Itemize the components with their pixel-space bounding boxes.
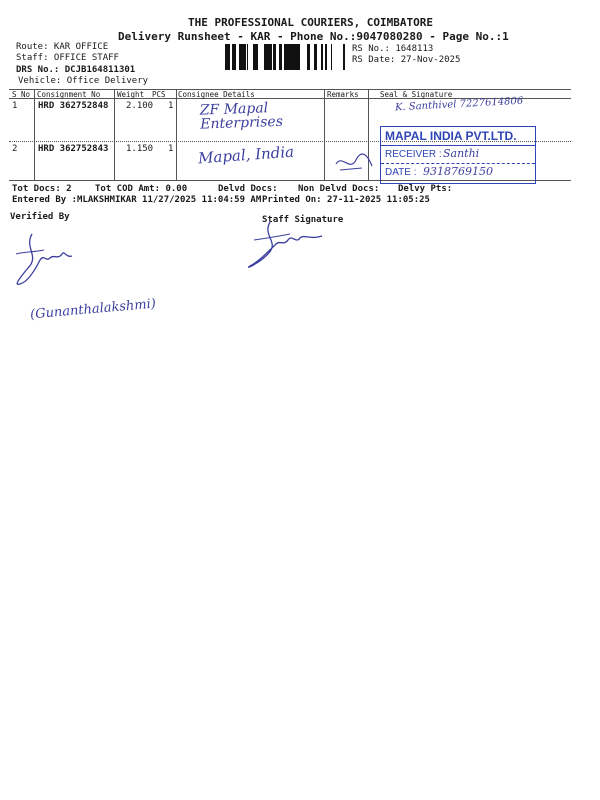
barcode-bar — [284, 44, 286, 70]
barcode-bar — [247, 44, 248, 70]
table-row-2-consignee: Mapal, India — [197, 142, 295, 168]
barcode-bar — [273, 44, 276, 70]
barcode-bar — [264, 44, 266, 70]
barcode-bar — [241, 44, 244, 70]
col-divider — [34, 89, 35, 180]
company-stamp — [380, 126, 536, 184]
col-divider — [114, 89, 115, 180]
table-row-1-consignment: HRD 362752848 — [38, 101, 109, 111]
barcode-bar — [296, 44, 298, 70]
stamp-date-value: 9318769150 — [423, 165, 493, 178]
verified-by-label: Verified By — [10, 212, 70, 222]
barcode-image — [225, 44, 347, 70]
barcode-bar — [227, 44, 229, 70]
stamp-receiver-label: RECEIVER : — [385, 149, 442, 160]
barcode-bar — [232, 44, 235, 70]
stamp-divider — [381, 145, 535, 146]
barcode-bar — [225, 44, 227, 70]
table-row-2-weight: 1.150 — [126, 144, 154, 154]
barcode-bar — [293, 44, 296, 70]
staff-signature-image — [240, 216, 330, 274]
vehicle-text: Vehicle: Office Delivery — [18, 76, 149, 86]
table-row-1-weight: 2.100 — [126, 101, 154, 111]
barcode-bar — [229, 44, 230, 70]
barcode-bar — [239, 44, 241, 70]
header-sno: S No — [12, 90, 31, 99]
rs-date: RS Date: 27-Nov-2025 — [352, 55, 461, 65]
table-row-1-consignee: ZF Mapal Enterprises — [199, 100, 284, 133]
header-weight: Weight — [117, 90, 145, 99]
barcode-bar — [343, 44, 345, 70]
barcode-bar — [255, 44, 256, 70]
table-row-1-seal: K. Santhivel 7227614806 — [394, 95, 524, 114]
stamp-divider — [381, 163, 535, 164]
header-consignment: Consignment No — [37, 90, 101, 99]
route-text: Route: KAR OFFICE — [16, 42, 109, 52]
drs-number: DRS No.: DCJB164811301 — [16, 65, 136, 75]
barcode-bar — [326, 44, 327, 70]
barcode-bar — [307, 44, 310, 70]
stamp-date-label: DATE : — [385, 167, 417, 178]
barcode-bar — [279, 44, 282, 70]
company-title: THE PROFESSIONAL COURIERS, COIMBATORE — [188, 16, 434, 29]
verified-name-handwritten: (Gunanthalakshmi) — [29, 296, 157, 323]
total-cod: Tot COD Amt: 0.00 — [95, 184, 188, 194]
staff-text: Staff: OFFICE STAFF — [16, 53, 119, 63]
rs-number: RS No.: 1648113 — [352, 44, 434, 54]
printed-on: Printed On: 27-11-2025 11:05:25 — [262, 195, 430, 205]
barcode-bar — [331, 44, 332, 70]
barcode-bar — [298, 44, 300, 70]
staff-signature-label: Staff Signature — [262, 215, 344, 225]
barcode-bar — [314, 44, 317, 70]
header-remarks: Remarks — [327, 90, 359, 99]
barcode-bar — [292, 44, 293, 70]
barcode-bar — [286, 44, 289, 70]
col-divider — [176, 89, 177, 180]
table-row-2-consignment: HRD 362752843 — [38, 144, 109, 154]
barcode-bar — [256, 44, 258, 70]
total-docs: Tot Docs: 2 — [12, 184, 72, 194]
barcode-bar — [325, 44, 326, 70]
barcode-bar — [289, 44, 292, 70]
header-seal: Seal & Signature — [380, 90, 453, 99]
stamp-company: MAPAL INDIA PVT.LTD. — [385, 129, 517, 143]
barcode-bar — [235, 44, 236, 70]
table-row-2-pcs: 1 — [168, 144, 174, 154]
table-row-1-pcs: 1 — [168, 101, 174, 111]
delivered-docs: Delvd Docs: — [218, 184, 278, 194]
header-pcs: PCS — [152, 90, 166, 99]
barcode-bar — [266, 44, 269, 70]
verified-signature-image — [10, 228, 80, 290]
runsheet-title: Delivery Runsheet - KAR - Phone No.:9047080280 - Page No.:1 — [118, 30, 509, 43]
table-row-2-sno: 2 — [12, 144, 18, 154]
barcode-bar — [253, 44, 255, 70]
entered-by: Entered By :MLAKSHMIKAR 11/27/2025 11:04:59 AM — [12, 195, 262, 205]
header-consignee: Consignee Details — [178, 90, 255, 99]
table-row-1-sno: 1 — [12, 101, 18, 111]
non-delivered-docs: Non Delvd Docs: — [298, 184, 380, 194]
barcode-bar — [269, 44, 272, 70]
barcode-bar — [321, 44, 323, 70]
stamp-receiver-name: Santhi — [443, 147, 480, 160]
barcode-bar — [244, 44, 246, 70]
remarks-scribble — [332, 150, 376, 176]
delivery-points: Delvy Pts: — [398, 184, 453, 194]
